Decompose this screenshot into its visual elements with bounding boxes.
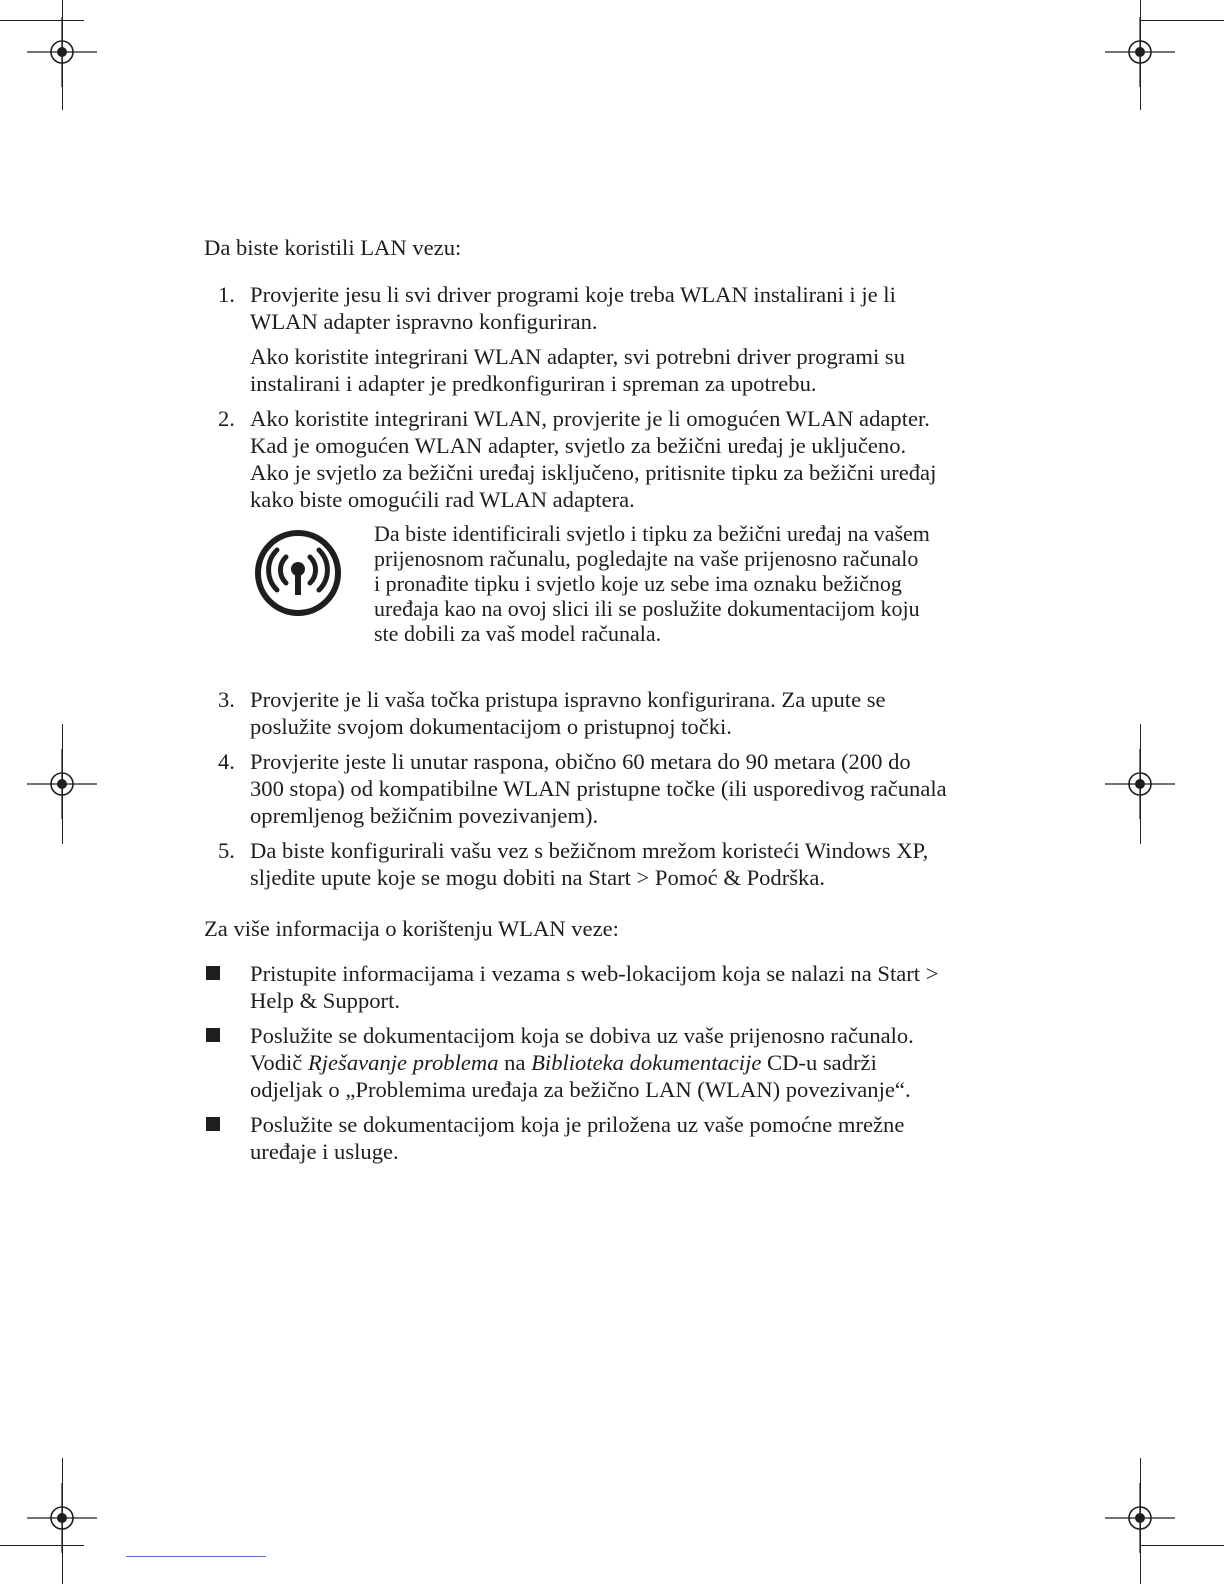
step-text: Provjerite jeste li unutar raspona, obično 60 metara do 90 metara (200 do 300 stopa) od kompatibilne WLAN pristupne točke (ili usporedivog računala opremljenog bežičnim povezivanjem). xyxy=(250,749,947,828)
step-text: Provjerite jesu li svi driver programi koje treba WLAN instalirani i je li WLAN adapter ispravno konfiguriran. xyxy=(250,282,896,334)
bullet-text: Poslužite se dokumentacijom koja je priložena uz vaše pomoćne mrežne uređaje i usluge. xyxy=(250,1112,905,1164)
bullet-item xyxy=(204,960,1024,1014)
steps-list xyxy=(204,281,1024,891)
step-text: Provjerite je li vaša točka pristupa ispravno konfigurirana. Za upute se poslužite svojom dokumentacijom o pristupnoj točki. xyxy=(250,687,886,739)
crop-line-bottom-left xyxy=(0,1545,84,1546)
step-item xyxy=(204,686,1024,740)
bullet-text: Poslužite se dokumentacijom koja se dobiva uz vaše prijenosno računalo. Vodič Rješavanje problema na Biblioteka dokumentacije CD-u sadrži odjeljak o „Problemima uređaja za bežično LAN (WLAN) povezivanje“. xyxy=(250,1023,914,1102)
guide-title: Rješavanje problema xyxy=(307,1050,499,1075)
main-content xyxy=(204,234,1024,1173)
bullet-text: Pristupite informacijama i vezama s web-lokacijom koja se nalazi na Start > Help & Support. xyxy=(250,961,939,1013)
bullet-item xyxy=(204,1022,1024,1103)
step-number: 5. xyxy=(218,838,235,863)
step-number: 4. xyxy=(218,749,235,774)
crop-line-bottom-right xyxy=(1140,1545,1224,1546)
outro-text: Za više informacija o korištenju WLAN veze: xyxy=(204,916,619,941)
step-number: 1. xyxy=(218,282,235,307)
step-subtext: Ako koristite integrirani WLAN adapter, svi potrebni driver programi su instalirani i adapter je predkonfiguriran i spreman za upotrebu. xyxy=(250,344,905,396)
square-bullet-icon xyxy=(206,1028,220,1042)
step-number: 2. xyxy=(218,406,235,431)
registration-mark-top-left xyxy=(27,17,97,87)
step-number: 3. xyxy=(218,687,235,712)
bullet-item xyxy=(204,1111,1024,1165)
note-text: Da biste identificirali svjetlo i tipku za bežični uređaj na vašem prijenosnom računalu, pogledajte na vaše prijenosno računalo i pronađite tipku i svjetlo koje uz sebe ima oznaku bežičnog uređaja kao na ovoj slici ili se poslužite dokumentacijom koju ste dobili za vaš model računala. xyxy=(374,521,930,646)
step-item xyxy=(204,281,1024,397)
registration-mark-top-right xyxy=(1105,17,1175,87)
step-item xyxy=(204,748,1024,829)
square-bullet-icon xyxy=(206,966,220,980)
wireless-note xyxy=(250,521,1024,646)
intro-text: Da biste koristili LAN vezu: xyxy=(204,235,462,260)
square-bullet-icon xyxy=(206,1117,220,1131)
crop-line-right-bottom xyxy=(1140,1458,1141,1584)
crop-line-mid-right xyxy=(1140,724,1141,844)
library-title: Biblioteka dokumentacije xyxy=(531,1050,762,1075)
step-item xyxy=(204,837,1024,891)
crop-line-left-bottom xyxy=(62,1458,63,1584)
step-text: Da biste konfigurirali vašu vez s bežičnom mrežom koristeći Windows XP, sljedite upute koje se mogu dobiti na Start > Pomoć & Podrška. xyxy=(250,838,929,890)
step-text: Ako koristite integrirani WLAN, provjerite je li omogućen WLAN adapter. Kad je omogućen WLAN adapter, svjetlo za bežični uređaj je uključeno. Ako je svjetlo za bežični uređaj isključeno, pritisnite tipku za bežični uređaj kako biste omogućili rad WLAN adaptera. xyxy=(250,406,937,512)
crop-line-mid-left xyxy=(62,724,63,844)
step-item xyxy=(204,405,1024,646)
bullet-list xyxy=(204,960,1024,1165)
bottom-rule xyxy=(126,1556,266,1557)
wireless-icon xyxy=(254,529,342,617)
